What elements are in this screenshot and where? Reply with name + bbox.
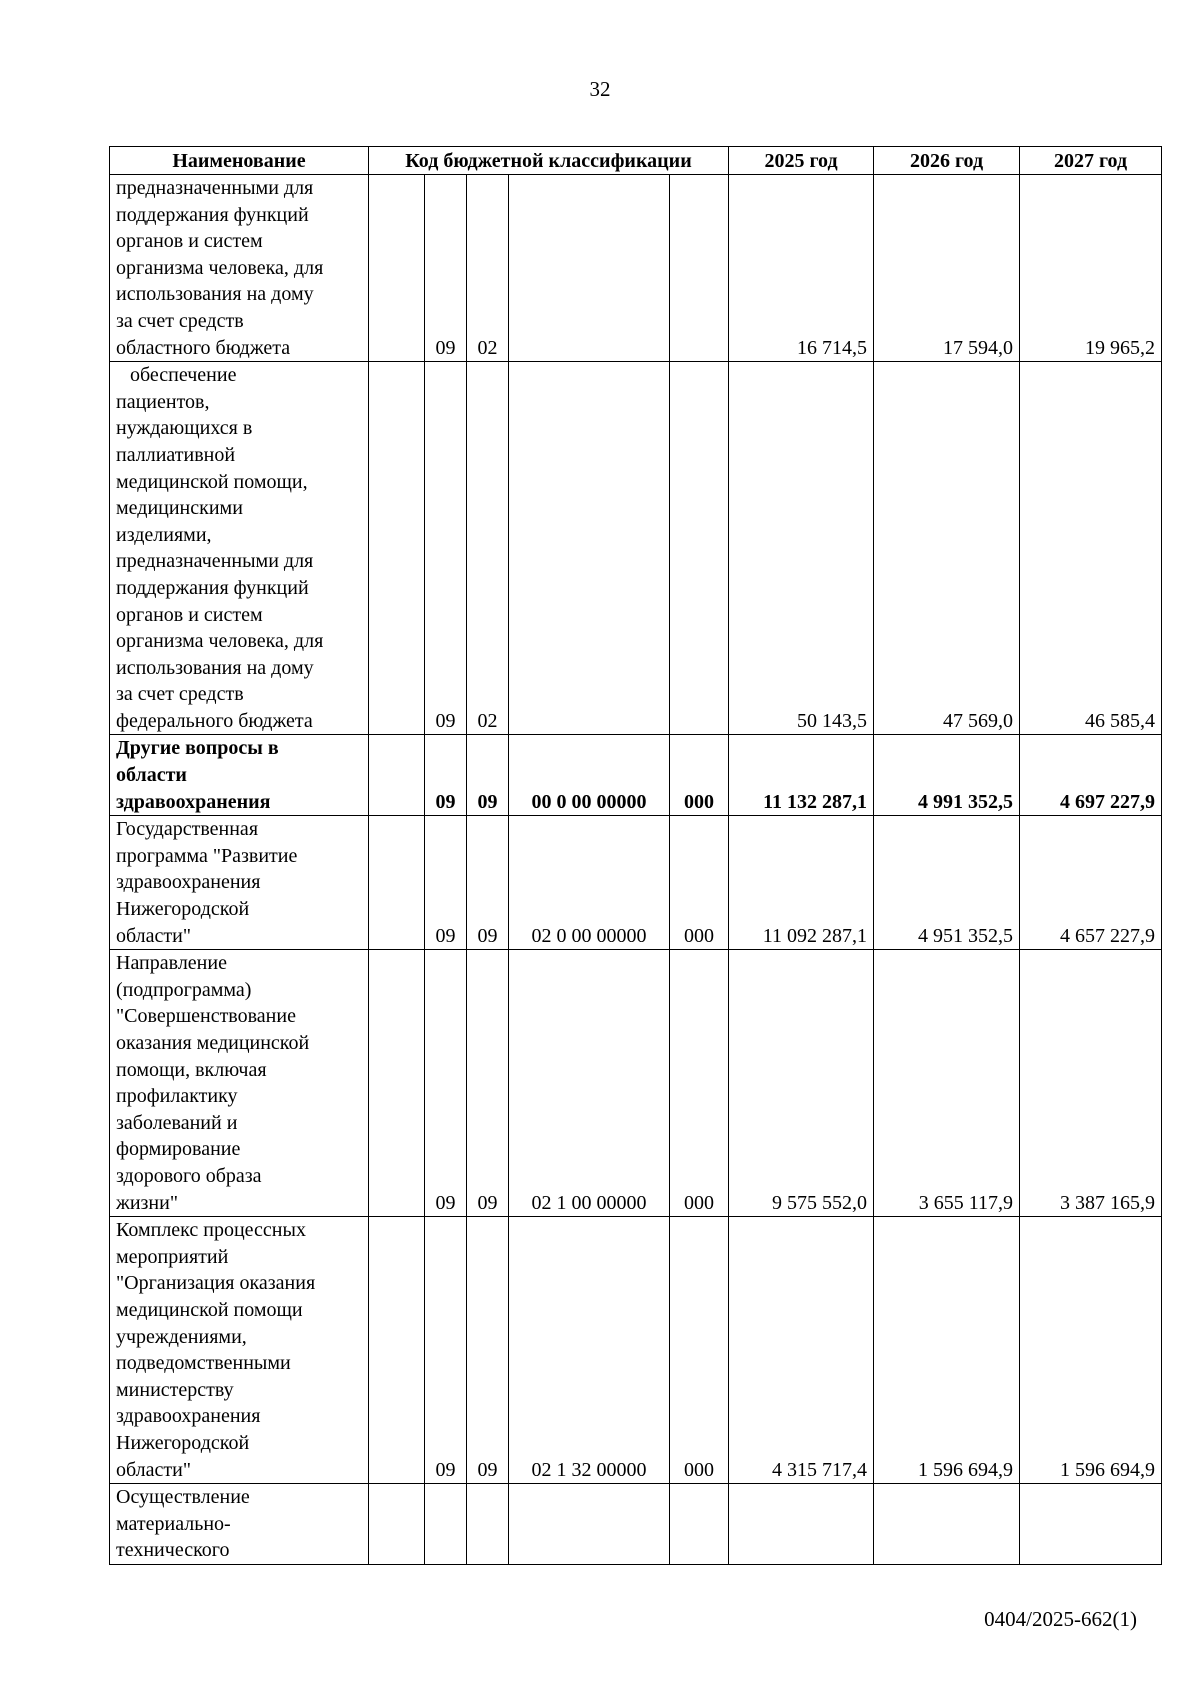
row-value-2026: 1 596 694,9 <box>874 1217 1020 1484</box>
header-budget-code: Код бюджетной классификации <box>369 147 729 175</box>
row-value-2026 <box>874 1484 1020 1565</box>
row-target-code <box>509 175 670 362</box>
row-empty-cell <box>369 735 425 816</box>
row-name: предназначенными для поддержания функций органов и систем организма человека, для использования на дому за счет средств областного бюджета <box>110 175 369 362</box>
header-2027: 2027 год <box>1020 147 1162 175</box>
row-value-2027: 1 596 694,9 <box>1020 1217 1162 1484</box>
row-empty-cell <box>369 1484 425 1565</box>
row-value-2027: 3 387 165,9 <box>1020 950 1162 1217</box>
row-empty-cell <box>369 175 425 362</box>
row-value-2025: 4 315 717,4 <box>729 1217 874 1484</box>
row-expense-type: 000 <box>670 1217 729 1484</box>
row-expense-type: 000 <box>670 950 729 1217</box>
header-2025: 2025 год <box>729 147 874 175</box>
row-section-code: 09 <box>425 175 467 362</box>
row-value-2026: 47 569,0 <box>874 362 1020 735</box>
table-row <box>110 1217 1162 1484</box>
row-section-code: 09 <box>425 362 467 735</box>
row-value-2026: 17 594,0 <box>874 175 1020 362</box>
table-row <box>110 950 1162 1217</box>
row-section-code: 09 <box>425 816 467 950</box>
row-expense-type: 000 <box>670 735 729 816</box>
row-value-2025: 16 714,5 <box>729 175 874 362</box>
row-target-code: 00 0 00 00000 <box>509 735 670 816</box>
row-subsection-code: 02 <box>467 175 509 362</box>
row-subsection-code: 09 <box>467 950 509 1217</box>
row-section-code <box>425 1484 467 1565</box>
row-name: обеспечение пациентов, нуждающихся в паллиативной медицинской помощи, медицинскими изделиями, предназначенными для поддержания функций органов и систем организма человека, для использования на дому за счет средств федерального бюджета <box>110 362 369 735</box>
row-target-code: 02 0 00 00000 <box>509 816 670 950</box>
row-subsection-code <box>467 1484 509 1565</box>
row-empty-cell <box>369 1217 425 1484</box>
row-name: Комплекс процессных мероприятий "Организация оказания медицинской помощи учреждениями, подведомственными министерству здравоохранения Нижегородской области" <box>110 1217 369 1484</box>
header-name: Наименование <box>110 147 369 175</box>
table-row <box>110 175 1162 362</box>
row-value-2027: 46 585,4 <box>1020 362 1162 735</box>
row-target-code <box>509 362 670 735</box>
row-value-2025: 9 575 552,0 <box>729 950 874 1217</box>
row-name: Осуществление материально- технического <box>110 1484 369 1565</box>
row-empty-cell <box>369 950 425 1217</box>
row-subsection-code: 09 <box>467 735 509 816</box>
row-value-2027: 4 697 227,9 <box>1020 735 1162 816</box>
row-value-2026: 4 991 352,5 <box>874 735 1020 816</box>
row-value-2027: 19 965,2 <box>1020 175 1162 362</box>
row-expense-type: 000 <box>670 816 729 950</box>
row-value-2026: 3 655 117,9 <box>874 950 1020 1217</box>
row-value-2025: 50 143,5 <box>729 362 874 735</box>
row-value-2025 <box>729 1484 874 1565</box>
header-2026: 2026 год <box>874 147 1020 175</box>
page-number: 32 <box>589 77 611 101</box>
row-subsection-code: 09 <box>467 1217 509 1484</box>
table-row <box>110 735 1162 816</box>
row-value-2027: 4 657 227,9 <box>1020 816 1162 950</box>
row-target-code: 02 1 00 00000 <box>509 950 670 1217</box>
table-row <box>110 362 1162 735</box>
row-expense-type <box>670 362 729 735</box>
row-name: Другие вопросы в области здравоохранения <box>110 735 369 816</box>
row-section-code: 09 <box>425 1217 467 1484</box>
row-name: Направление (подпрограмма) "Совершенствование оказания медицинской помощи, включая профилактику заболеваний и формирование здорового образа жизни" <box>110 950 369 1217</box>
row-expense-type <box>670 175 729 362</box>
budget-table <box>109 146 1162 1565</box>
row-empty-cell <box>369 816 425 950</box>
row-section-code: 09 <box>425 950 467 1217</box>
row-value-2025: 11 092 287,1 <box>729 816 874 950</box>
row-target-code: 02 1 32 00000 <box>509 1217 670 1484</box>
row-value-2026: 4 951 352,5 <box>874 816 1020 950</box>
row-subsection-code: 09 <box>467 816 509 950</box>
row-empty-cell <box>369 362 425 735</box>
row-value-2027 <box>1020 1484 1162 1565</box>
table-row <box>110 816 1162 950</box>
document-code: 0404/2025-662(1) <box>984 1607 1137 1631</box>
row-value-2025: 11 132 287,1 <box>729 735 874 816</box>
row-expense-type <box>670 1484 729 1565</box>
row-target-code <box>509 1484 670 1565</box>
header-row <box>110 147 1162 175</box>
table-row <box>110 1484 1162 1565</box>
row-section-code: 09 <box>425 735 467 816</box>
row-subsection-code: 02 <box>467 362 509 735</box>
row-name: Государственная программа "Развитие здравоохранения Нижегородской области" <box>110 816 369 950</box>
